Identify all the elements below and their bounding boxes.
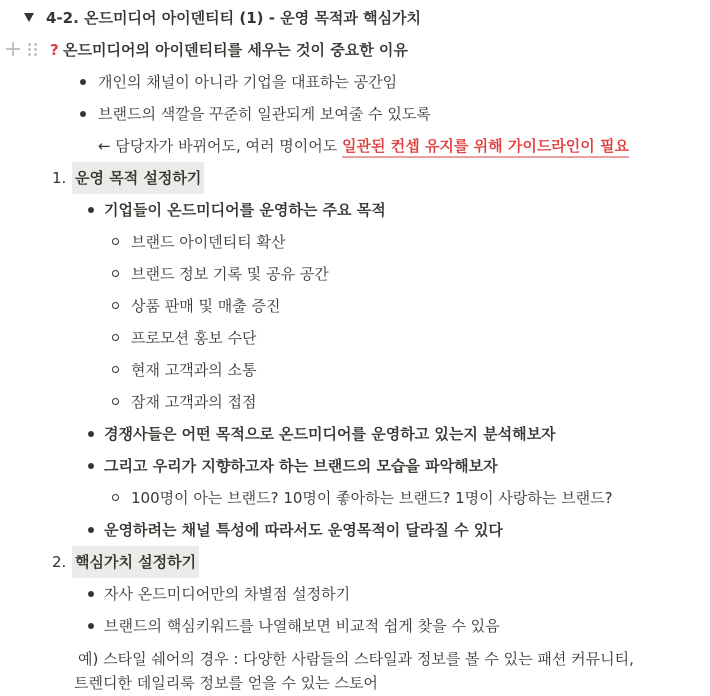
bullet-disc-icon xyxy=(88,591,94,597)
sub-list-item xyxy=(0,482,710,514)
list-item-text: 운영하려는 채널 특성에 따라서도 운영목적이 달라질 수 있다 xyxy=(104,521,503,539)
sub-list-item xyxy=(0,290,710,322)
list-item xyxy=(0,98,710,130)
sub-list-item xyxy=(0,386,710,418)
list-number: 2. xyxy=(52,553,67,571)
section-title: 운영 목적 설정하기 xyxy=(72,162,204,194)
bullet-circle-icon xyxy=(112,398,119,405)
intro-heading-block[interactable] xyxy=(0,34,710,66)
bullet-disc-icon xyxy=(88,431,94,437)
bullet-disc-icon xyxy=(88,207,94,213)
list-item xyxy=(0,66,710,98)
sub-list-item xyxy=(0,258,710,290)
drag-handle-icon[interactable] xyxy=(28,43,38,57)
note-prefix: ← 담당자가 바뀌어도, 여러 명이어도 xyxy=(98,137,343,155)
example-text-1: 예) 스타일 쉐어의 경우 : 다양한 사람들의 스타일과 정보를 볼 수 있는 패션 커뮤니티, xyxy=(78,650,634,668)
example-line-1 xyxy=(0,646,710,672)
sub-list-item xyxy=(0,322,710,354)
list-item-text: 기업들이 온드미디어를 운영하는 주요 목적 xyxy=(104,201,386,219)
toggle-title: 4-2. 온드미디어 아이덴티티 (1) - 운영 목적과 핵심가치 xyxy=(46,9,422,27)
bullet-circle-icon xyxy=(112,238,119,245)
sub-list-item-text: 상품 판매 및 매출 증진 xyxy=(131,297,281,315)
add-block-plus-icon[interactable] xyxy=(6,42,20,56)
list-item xyxy=(0,194,710,226)
note-highlight: 일관된 컨셉 유지를 위해 가이드라인이 필요 xyxy=(342,136,629,158)
numbered-item-2 xyxy=(0,546,710,578)
bullet-disc-icon xyxy=(88,623,94,629)
list-item xyxy=(0,418,710,450)
list-item-text: 브랜드의 핵심키워드를 나열해보면 비교적 쉽게 찾을 수 있음 xyxy=(104,617,500,635)
list-item-text: 그리고 우리가 지향하고자 하는 브랜드의 모습을 파악해보자 xyxy=(104,457,498,475)
note-line xyxy=(0,130,710,162)
bullet-circle-icon xyxy=(112,270,119,277)
bullet-disc-icon xyxy=(80,79,86,85)
section-title: 핵심가치 설정하기 xyxy=(72,546,199,578)
toggle-triangle-icon[interactable] xyxy=(24,13,34,22)
bullet-disc-icon xyxy=(88,527,94,533)
note-text xyxy=(98,130,629,162)
sub-list-item-text: 현재 고객과의 소통 xyxy=(131,361,257,379)
numbered-item-1 xyxy=(0,162,710,194)
example-line-2 xyxy=(0,670,710,696)
sub-list-item-text: 브랜드 아이덴티티 확산 xyxy=(131,233,286,251)
example-text-2: 트렌디한 데일리룩 정보를 얻을 수 있는 스토어 xyxy=(74,674,378,692)
list-item-text: 브랜드의 색깔을 꾸준히 일관되게 보여줄 수 있도록 xyxy=(98,105,431,123)
intro-heading: 온드미디어의 아이덴티티를 세우는 것이 중요한 이유 xyxy=(63,41,408,59)
toggle-block[interactable] xyxy=(0,2,710,34)
sub-list-item-text: 브랜드 정보 기록 및 공유 공간 xyxy=(131,265,329,283)
list-item xyxy=(0,610,710,642)
bullet-circle-icon xyxy=(112,334,119,341)
question-mark-icon: ? xyxy=(50,41,59,59)
list-item-text: 자사 온드미디어만의 차별점 설정하기 xyxy=(104,585,351,603)
list-item-text: 경쟁사들은 어떤 목적으로 온드미디어를 운영하고 있는지 분석해보자 xyxy=(104,425,556,443)
sub-list-item xyxy=(0,226,710,258)
bullet-disc-icon xyxy=(80,111,86,117)
sub-list-item xyxy=(0,354,710,386)
list-item xyxy=(0,514,710,546)
sub-list-item-text: 프로모션 홍보 수단 xyxy=(131,329,257,347)
list-item xyxy=(0,578,710,610)
list-number: 1. xyxy=(52,169,67,187)
sub-list-item-text: 잠재 고객과의 접점 xyxy=(131,393,257,411)
list-item xyxy=(0,450,710,482)
bullet-circle-icon xyxy=(112,366,119,373)
sub-list-item-text: 100명이 아는 브랜드? 10명이 좋아하는 브랜드? 1명이 사랑하는 브랜드? xyxy=(131,489,613,507)
bullet-circle-icon xyxy=(112,494,119,501)
list-item-text: 개인의 채널이 아니라 기업을 대표하는 공간임 xyxy=(98,73,398,91)
bullet-circle-icon xyxy=(112,302,119,309)
bullet-disc-icon xyxy=(88,463,94,469)
